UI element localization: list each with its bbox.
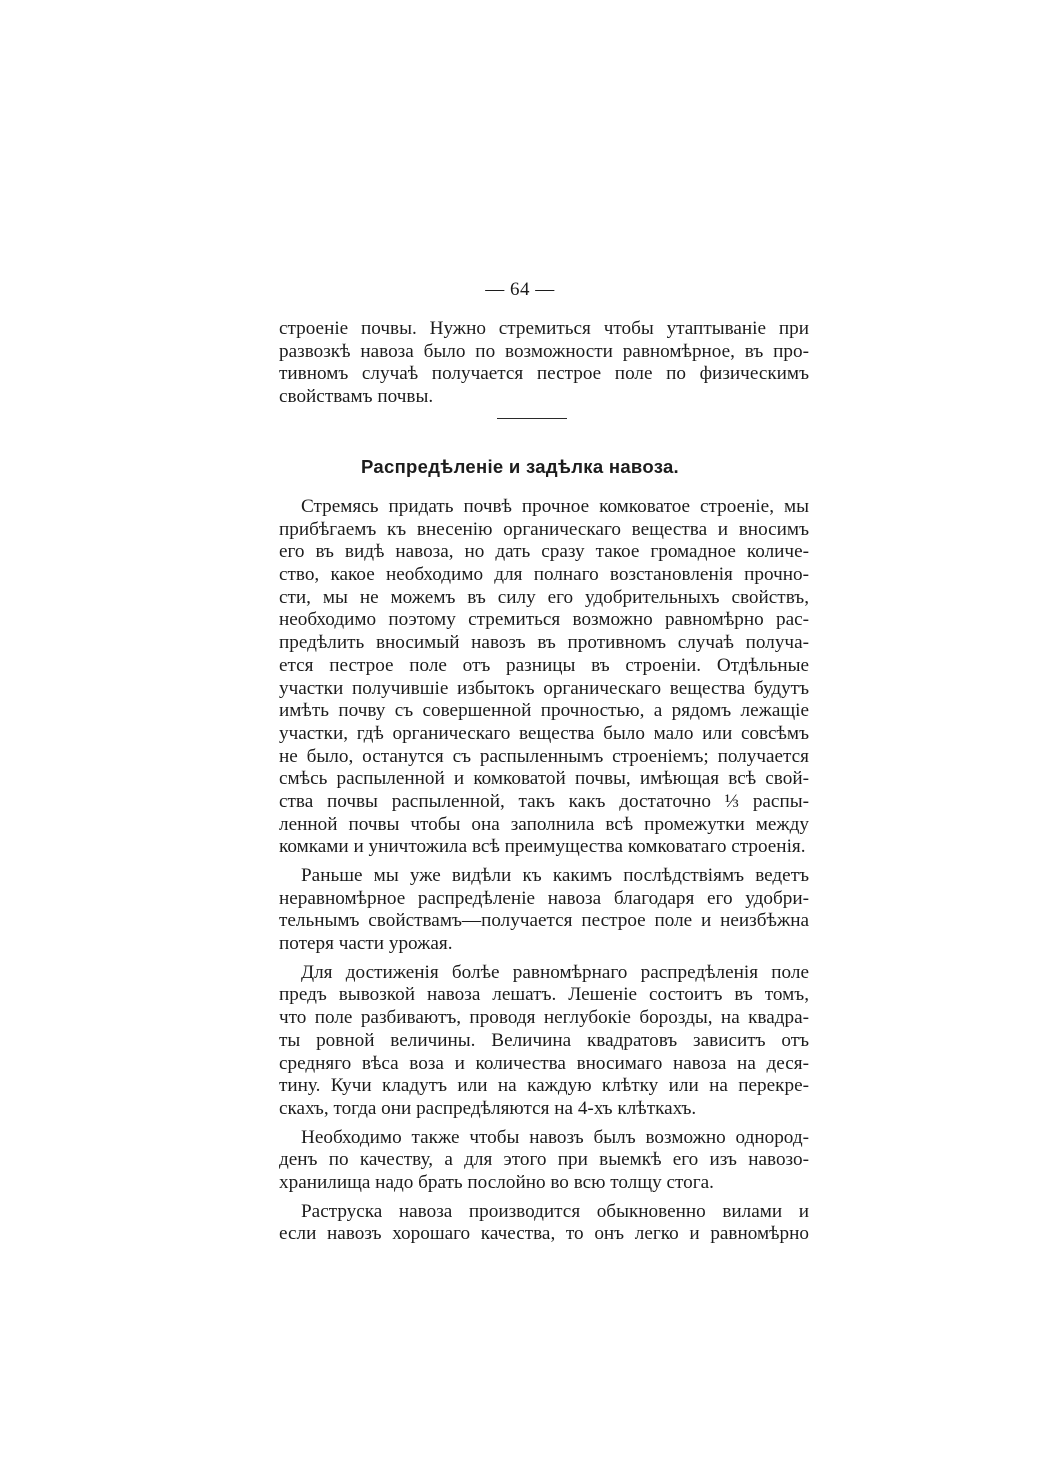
text-line: средняго вѣса воза и количества вносимаго навоза на деся- <box>279 1052 809 1074</box>
page-number: — 64 — <box>485 279 555 300</box>
text-line: денъ по качеству, а для этого при выемкѣ его изъ навозо- <box>279 1149 809 1171</box>
text-line: Для достиженія болѣе равномѣрнаго распредѣленія поле <box>301 961 809 983</box>
text-line: свойствамъ почвы. <box>279 386 434 408</box>
paragraph-3 <box>279 962 809 1121</box>
text-line: прибѣгаемъ къ внесенію органическаго вещества и вносимъ <box>279 518 809 540</box>
text-line: Стремясь придать почвѣ прочное комковатое строеніе, мы <box>301 496 809 517</box>
text-line: ство, какое необходимо для полнаго возстановленія прочно- <box>279 564 809 586</box>
text-line: ты ровной величины. Величина квадратовъ зависитъ отъ <box>279 1029 809 1051</box>
text-line: сти, мы не можемъ въ силу его удобрительныхъ свойствъ, <box>279 586 809 608</box>
text-line: необходимо поэтому стремиться возможно равномѣрно рас- <box>279 609 809 631</box>
text-line: тину. Кучи кладутъ или на каждую клѣтку или на перекре- <box>279 1075 809 1097</box>
intro-paragraph <box>279 318 809 409</box>
text-line: если навозъ хорошаго качества, то онъ легко и равномѣрно <box>279 1223 809 1245</box>
text-line: его въ видѣ навоза, но дать сразу такое громадное количе- <box>279 541 809 563</box>
text-line: строеніе почвы. Нужно стремиться чтобы утаптываніе при <box>279 318 809 339</box>
text-line: ется пестрое поле отъ разницы въ строеніи. Отдѣльные <box>279 654 809 676</box>
paragraph-2 <box>279 865 809 956</box>
text-line: ленной почвы чтобы она заполнила всѣ промежутки между <box>279 813 809 835</box>
paragraph-1 <box>279 496 809 859</box>
text-line: участки получившіе избытокъ органическаго вещества будутъ <box>279 677 809 699</box>
paragraph-4 <box>279 1127 809 1195</box>
text-line: что поле разбиваютъ, проводя неглубокіе борозды, на квадра- <box>279 1007 809 1029</box>
text-line: хранилища надо брать послойно во всю толщу стога. <box>279 1171 714 1193</box>
text-line: неравномѣрное распредѣленіе навоза благодаря его удобри- <box>279 887 809 909</box>
text-line: не было, останутся съ распыленнымъ строеніемъ; получается <box>279 745 809 767</box>
text-line: скахъ, тогда они распредѣляются на 4-хъ клѣткахъ. <box>279 1097 697 1119</box>
text-line: тивномъ случаѣ получается пестрое поле по физическимъ <box>279 363 809 385</box>
text-line: предъ вывозкой навоза лешатъ. Лешеніе состоитъ въ томъ, <box>279 984 809 1006</box>
text-line: Необходимо также чтобы навозъ былъ возможно однород- <box>301 1126 809 1148</box>
text-line: предѣлить вносимый навозъ въ противномъ случаѣ получа- <box>279 632 809 654</box>
text-line: потеря части урожая. <box>279 933 453 955</box>
section-heading: Распредѣленіе и задѣлка навоза. <box>361 456 679 477</box>
paragraph-5 <box>279 1201 809 1246</box>
text-line: смѣсь распыленной и комковатой почвы, имѣющая всѣ свой- <box>279 768 809 790</box>
text-line: ства почвы распыленной, такъ какъ достаточно ⅓ распы- <box>279 790 809 812</box>
section-body <box>279 496 809 1246</box>
text-line: развозкѣ навоза было по возможности равномѣрное, въ про- <box>279 340 809 362</box>
text-line: Раньше мы уже видѣли къ какимъ послѣдствіямъ ведетъ <box>301 865 809 886</box>
text-line: Раструска навоза производится обыкновенно вилами и <box>301 1200 809 1222</box>
text-line: комками и уничтожила всѣ преимущества комковатаго строенія. <box>279 836 806 858</box>
text-line: участки, гдѣ органическаго вещества было мало или совсѣмъ <box>279 722 809 744</box>
text-line: тельнымъ свойствамъ—получается пестрое поле и неизбѣжна <box>279 910 809 932</box>
text-line: имѣть почву съ совершенной прочностью, а рядомъ лежащіе <box>279 700 809 722</box>
section-separator-rule <box>497 418 567 419</box>
